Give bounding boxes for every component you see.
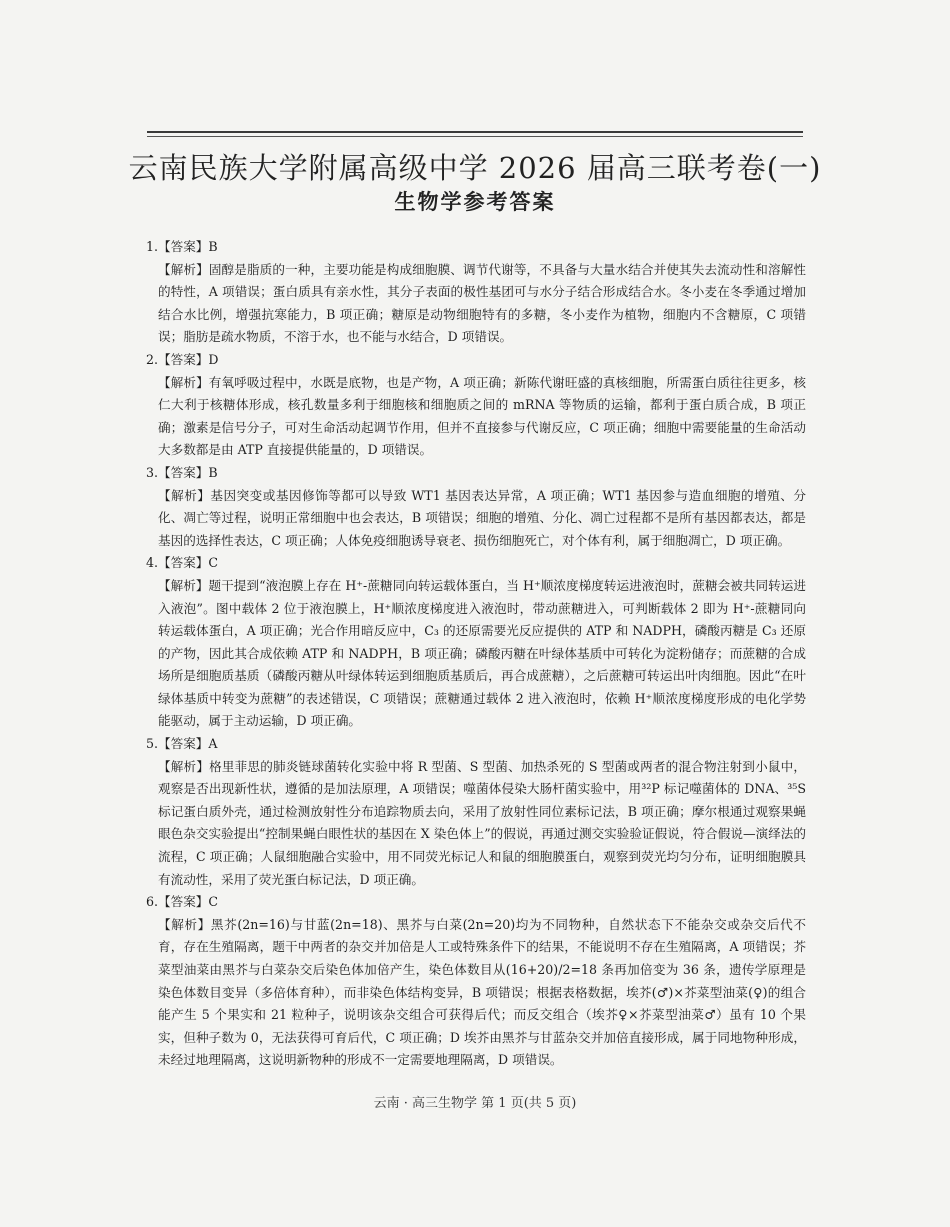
question-5 — [146, 733, 806, 891]
answer-line: 6.【答案】C — [146, 894, 219, 910]
question-2 — [146, 349, 806, 462]
explanation-text: 【解析】有氧呼吸过程中，水既是底物，也是产物，A 项正确；新陈代谢旺盛的真核细胞，所需蛋白质往往更多，核仁大利于核糖体形成，核孔数量多利于细胞核和细胞质之间的 mRNA 等物质的运输，都利于蛋白质合成，B 项正确；激素是信号分子，可对生命活动起调节作用，但并不直接参与代谢反应，C 项正确；细胞中需要能量的生命活动大多数都是由 ATP 直接提供能量的，D 项错误。 — [158, 374, 806, 458]
page-title: 云南民族大学附属高级中学 2026 届高三联考卷(一) — [128, 151, 822, 185]
explanation-text: 【解析】固醇是脂质的一种，主要功能是构成细胞膜、调节代谢等，不具备与大量水结合并使其失去流动性和溶解性的特性，A 项错误；蛋白质具有亲水性，其分子表面的极性基团可与水分子结合形成结合水。冬小麦在冬季通过增加结合水比例，增强抗寒能力，B 项正确；糖原是动物细胞特有的多糖，冬小麦作为植物，细胞内不含糖原，C 项错误；脂肪是疏水物质，不溶于水，也不能与水结合，D 项错误。 — [158, 261, 806, 345]
answer-line: 3.【答案】B — [146, 464, 218, 480]
question-3 — [146, 462, 806, 552]
explanation-text: 【解析】黑芥(2n=16)与甘蓝(2n=18)、黑芥与白菜(2n=20)均为不同物种，自然状态下不能杂交或杂交后代不育，存在生殖隔离，题干中两者的杂交并加倍是人工或特殊条件下的结果，不能说明不存在生殖隔离，A 项错误；芥菜型油菜由黑芥与白菜杂交后染色体加倍产生，染色体数目从(16+20)/2=18 条再加倍变为 36 条，遗传学原理是染色体数目变异（多倍体育种），而非染色体结构变异，B 项错误；根据表格数据，埃芥(♂)×芥菜型油菜(♀)的组合能产生 5 个果实和 21 粒种子，说明该杂交组合可获得后代；而反交组合（埃芥♀×芥菜型油菜♂）虽有 10 个果实，但种子数为 0，无法获得可育后代，C 项正确；D 埃芥由黑芥与甘蓝杂交并加倍直接形成，属于同地物种形成，未经过地理隔离，这说明新物种的形成不一定需要地理隔离，D 项错误。 — [158, 916, 806, 1068]
question-1 — [146, 236, 806, 349]
explanation-text: 【解析】基因突变或基因修饰等都可以导致 WT1 基因表达异常，A 项正确；WT1 基因参与造血细胞的增殖、分化、凋亡等过程，说明正常细胞中也会表达，B 项错误；细胞的增殖、分化、凋亡过程都不是所有基因都表达，都是基因的选择性表达，C 项正确；人体免疫细胞诱导衰老、损伤细胞死亡，对个体有利，属于细胞凋亡，D 项正确。 — [158, 487, 806, 548]
answer-line: 2.【答案】D — [146, 351, 219, 367]
question-4 — [146, 552, 806, 733]
answer-line: 5.【答案】A — [146, 736, 218, 752]
explanation-text: 【解析】格里菲思的肺炎链球菌转化实验中将 R 型菌、S 型菌、加热杀死的 S 型菌或两者的混合物注射到小鼠中，观察是否出现新性状，遵循的是加法原理，A 项错误；噬菌体侵染大肠杆菌实验中，用³²P 标记噬菌体的 DNA、³⁵S 标记蛋白质外壳，通过检测放射性分布追踪物质去向，采用了放射性同位素标记法，B 项正确；摩尔根通过观察果蝇眼色杂交实验提出“控制果蝇白眼性状的基因在 X 染色体上”的假说，再通过测交实验验证假说，符合假说—演绎法的流程，C 项正确；人鼠细胞融合实验中，用不同荧光标记人和鼠的细胞膜蛋白，观察到荧光均匀分布，证明细胞膜具有流动性，采用了荧光蛋白标记法，D 项正确。 — [158, 758, 806, 887]
answers-content — [146, 236, 806, 1072]
page-footer: 云南 · 高三生物学 第 1 页(共 5 页) — [373, 1096, 577, 1111]
question-6 — [146, 891, 806, 1072]
answer-line: 1.【答案】B — [146, 239, 218, 254]
explanation-text: 【解析】题干提到“液泡膜上存在 H⁺-蔗糖同向转运载体蛋白，当 H⁺顺浓度梯度转运进液泡时，蔗糖会被共同转运进入液泡”。图中载体 2 位于液泡膜上，H⁺顺浓度梯度进入液泡时，带动蔗糖进入，可判断载体 2 即为 H⁺-蔗糖同向转运载体蛋白，A 项正确；光合作用暗反应中，C₃ 的还原需要光反应提供的 ATP 和 NADPH，磷酸丙糖是 C₃ 还原的产物，因此其合成依赖 ATP 和 NADPH，B 项正确；磷酸丙糖在叶绿体基质中可转化为淀粉储存；而蔗糖的合成场所是细胞质基质（磷酸丙糖从叶绿体转运到细胞质基质后，再合成蔗糖），之后蔗糖可转运出叶肉细胞。因此“在叶绿体基质中转变为蔗糖”的表述错误，C 项错误；蔗糖通过载体 2 进入液泡时，依赖 H⁺顺浓度梯度形成的电化学势能驱动，属于主动运输，D 项正确。 — [158, 577, 806, 729]
page-subtitle: 生物学参考答案 — [394, 190, 556, 214]
answer-line: 4.【答案】C — [146, 555, 219, 571]
header-rule-thin — [147, 136, 803, 137]
header-rule-thick — [147, 131, 803, 133]
